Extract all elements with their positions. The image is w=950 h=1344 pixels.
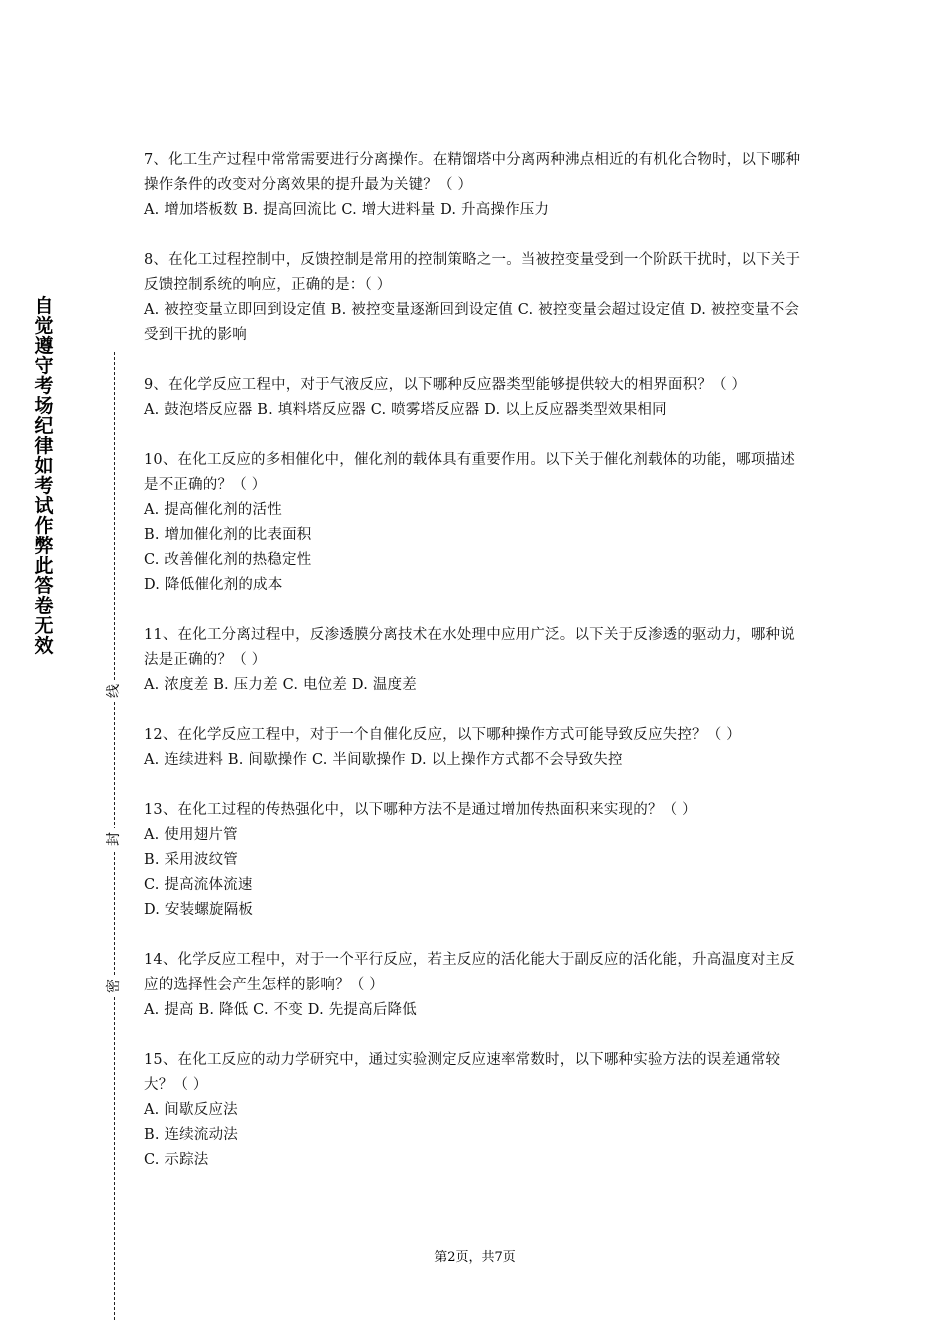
question-14 xyxy=(144,948,804,1023)
question-12 xyxy=(144,723,804,773)
question-stem: 7、化工生产过程中常常需要进行分离操作。在精馏塔中分离两种沸点相近的有机化合物时，以下哪种操作条件的改变对分离效果的提升最为关键？（ ） xyxy=(144,152,801,193)
question-7 xyxy=(144,148,804,223)
option-d: D. 降低催化剂的成本 xyxy=(144,577,283,593)
option-c: C. 提高流体流速 xyxy=(144,877,253,893)
question-13 xyxy=(144,798,804,923)
option-b: B. 增加催化剂的比表面积 xyxy=(144,527,312,543)
question-options: A. 连续进料 B. 间歇操作 C. 半间歇操作 D. 以上操作方式都不会导致失控 xyxy=(144,752,623,768)
page-number: 第2页，共7页 xyxy=(434,1250,516,1265)
question-stem: 15、在化工反应的动力学研究中，通过实验测定反应速率常数时，以下哪种实验方法的误差通常较大？（ ） xyxy=(144,1052,781,1093)
question-9 xyxy=(144,373,804,423)
question-stem: 9、在化学反应工程中，对于气液反应，以下哪种反应器类型能够提供较大的相界面积？（ ） xyxy=(144,377,747,393)
option-d: D. 安装螺旋隔板 xyxy=(144,902,254,918)
option-b: B. 采用波纹管 xyxy=(144,852,238,868)
question-stem: 10、在化工反应的多相催化中，催化剂的载体具有重要作用。以下关于催化剂载体的功能，哪项描述是不正确的？（ ） xyxy=(144,452,795,493)
seal-label-secret: 密 xyxy=(103,975,125,997)
question-8 xyxy=(144,248,804,348)
question-stem: 14、化学反应工程中，对于一个平行反应，若主反应的活化能大于副反应的活化能，升高温度对主反应的选择性会产生怎样的影响？（ ） xyxy=(144,952,795,993)
question-options: A. 浓度差 B. 压力差 C. 电位差 D. 温度差 xyxy=(144,677,417,693)
question-11 xyxy=(144,623,804,698)
seal-label-line: 线 xyxy=(103,680,125,702)
question-options: A. 被控变量立即回到设定值 B. 被控变量逐渐回到设定值 C. 被控变量会超过设定值 D. 被控变量不会受到干扰的影响 xyxy=(144,302,800,343)
option-a: A. 提高催化剂的活性 xyxy=(144,502,282,518)
question-options: A. 提高 B. 降低 C. 不变 D. 先提高后降低 xyxy=(144,1002,417,1018)
question-stem: 13、在化工过程的传热强化中，以下哪种方法不是通过增加传热面积来实现的？（ ） xyxy=(144,802,697,818)
option-b: B. 连续流动法 xyxy=(144,1127,238,1143)
question-options: A. 增加塔板数 B. 提高回流比 C. 增大进料量 D. 升高操作压力 xyxy=(144,202,550,218)
option-c: C. 示踪法 xyxy=(144,1152,209,1168)
question-10 xyxy=(144,448,804,598)
question-stem: 11、在化工分离过程中，反渗透膜分离技术在水处理中应用广泛。以下关于反渗透的驱动力，哪种说法是正确的？（ ） xyxy=(144,627,795,668)
question-15 xyxy=(144,1048,804,1173)
question-list xyxy=(144,148,804,1198)
question-stem: 12、在化学反应工程中，对于一个自催化反应，以下哪种操作方式可能导致反应失控？（ ） xyxy=(144,727,741,743)
exam-discipline-warning: 自觉遵守考场纪律如考试作弊此答卷无效 xyxy=(34,295,54,657)
option-c: C. 改善催化剂的热稳定性 xyxy=(144,552,312,568)
option-a: A. 使用翅片管 xyxy=(144,827,238,843)
seal-label-seal: 封 xyxy=(103,828,125,850)
question-options: A. 鼓泡塔反应器 B. 填料塔反应器 C. 喷雾塔反应器 D. 以上反应器类型效果相同 xyxy=(144,402,667,418)
option-a: A. 间歇反应法 xyxy=(144,1102,238,1118)
question-stem: 8、在化工过程控制中，反馈控制是常用的控制策略之一。当被控变量受到一个阶跃干扰时，以下关于反馈控制系统的响应，正确的是：（ ） xyxy=(144,252,801,293)
